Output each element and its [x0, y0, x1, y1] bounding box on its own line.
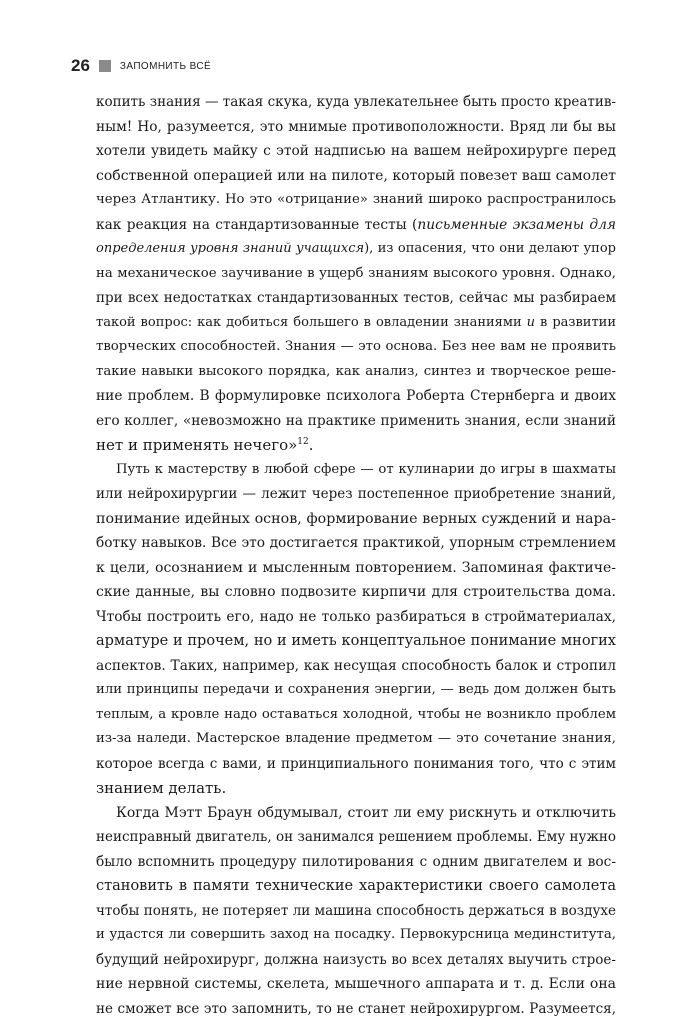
text-line: ботку навыков. Все это достигается практикой, упорным стремлением	[96, 531, 616, 556]
text-line: к цели, осознанием и мысленным повторением. Запоминая фактиче-	[96, 556, 616, 581]
text-fragment: ), из опасения, что они делают упор	[364, 241, 616, 256]
text-line: чтобы понять, не потеряет ли машина способность держаться в воздухе	[96, 899, 616, 924]
text-line: собственной операцией или на пилоте, который повезет ваш самолет	[96, 164, 616, 189]
square-separator-icon	[99, 60, 111, 72]
text-line: через Атлантику. Но это «отрицание» знаний широко распространилось	[96, 188, 616, 213]
text-line	[96, 213, 616, 238]
text-line: на механическое заучивание в ущерб знаниям высокого уровня. Однако,	[96, 262, 616, 287]
text-line: ние проблем. В формулировке психолога Роберта Стернберга и двоих	[96, 384, 616, 409]
page-number: 26	[71, 56, 90, 76]
text-line: Чтобы построить его, надо не только разбираться в стройматериалах,	[96, 605, 616, 630]
body-text	[96, 90, 616, 1021]
text-line: ным! Но, разумеется, это мнимые противоположности. Вряд ли бы вы	[96, 115, 616, 140]
text-line: понимание идейных основ, формирование верных суждений и нара-	[96, 507, 616, 532]
text-line: и удастся ли совершить заход на посадку. Первокурсница мединститута,	[96, 923, 616, 948]
text-line: такие навыки высокого порядка, как анализ, синтез и творческое реше-	[96, 360, 616, 385]
text-line: аспектов. Таких, например, как несущая способность балок и стропил	[96, 654, 616, 679]
footnote-reference: 12	[297, 437, 308, 447]
italic-text: определения уровня знаний учащихся	[96, 241, 364, 256]
text-line: или принципы передачи и сохранения энергии, — ведь дом должен быть	[96, 678, 616, 703]
text-fragment: .	[309, 436, 314, 454]
text-line: знанием делать.	[96, 776, 616, 801]
text-line: будущий нейрохирург, должна наизусть во всех деталях выучить строе-	[96, 948, 616, 973]
text-line: не сможет все это запомнить, то не станет нейрохирургом. Разумеется,	[96, 997, 616, 1021]
text-fragment: нет и применять нечего»	[96, 436, 297, 454]
text-fragment: в развитии	[535, 315, 616, 330]
text-line: ские данные, вы словно подвозите кирпичи для строительства дома.	[96, 580, 616, 605]
page-header	[71, 54, 211, 78]
running-title: ЗАПОМНИТЬ ВСЁ	[120, 61, 211, 72]
text-line	[96, 433, 616, 458]
italic-text: и	[527, 315, 535, 330]
text-line: или нейрохирургии — лежит через постепенное приобретение знаний,	[96, 482, 616, 507]
text-line: ние нервной системы, скелета, мышечного аппарата и т. д. Если она	[96, 972, 616, 997]
text-line: арматуре и прочем, но и иметь концептуальное понимание многих	[96, 629, 616, 654]
paragraph-2	[96, 458, 616, 801]
paragraph-3	[96, 801, 616, 1021]
text-line: неисправный двигатель, он занимался решением проблемы. Ему нужно	[96, 825, 616, 850]
text-line: было вспомнить процедуру пилотирования с одним двигателем и вос-	[96, 850, 616, 875]
text-line: копить знания — такая скука, куда увлекательнее быть просто креатив-	[96, 90, 616, 115]
text-line: при всех недостатках стандартизованных тестов, сейчас мы разбираем	[96, 286, 616, 311]
text-fragment: как реакция на стандартизованные тесты (	[96, 217, 417, 233]
text-line: творческих способностей. Знания — это основа. Без нее вам не проявить	[96, 335, 616, 360]
text-line	[96, 311, 616, 336]
text-line: теплым, а кровле надо оставаться холодной, чтобы не возникло проблем	[96, 703, 616, 728]
paragraph-1	[96, 90, 616, 458]
text-fragment: такой вопрос: как добиться большего в овладении знаниями	[96, 315, 527, 330]
text-line: становить в памяти технические характеристики своего самолета	[96, 874, 616, 899]
text-line: Путь к мастерству в любой сфере — от кулинарии до игры в шахматы	[96, 458, 616, 483]
italic-text: письменные экзамены для	[417, 217, 616, 233]
text-line: которое всегда с вами, и принципиального понимания того, что с этим	[96, 752, 616, 777]
text-line	[96, 237, 616, 262]
text-line: из-за наледи. Мастерское владение предметом — это сочетание знания,	[96, 727, 616, 752]
text-line: хотели увидеть майку с этой надписью на вашем нейрохирурге перед	[96, 139, 616, 164]
text-line: его коллег, «невозможно на практике применить знания, если знаний	[96, 409, 616, 434]
text-line: Когда Мэтт Браун обдумывал, стоит ли ему рискнуть и отключить	[96, 801, 616, 826]
